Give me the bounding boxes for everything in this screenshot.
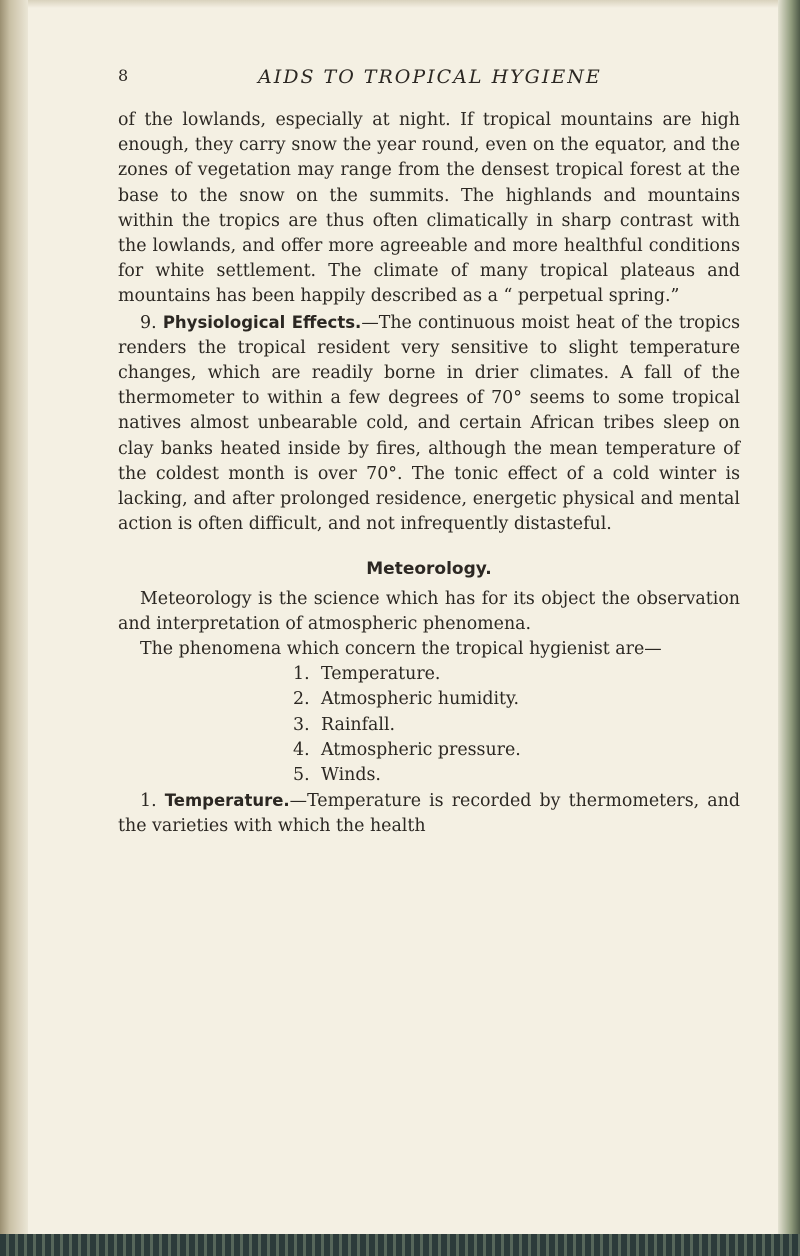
paragraph-number: 1.: [140, 791, 157, 812]
list-item-number: 2.: [293, 689, 310, 710]
page-number: 8: [118, 66, 131, 85]
list-item-label: Winds.: [321, 765, 381, 786]
list-item: [293, 738, 740, 763]
running-title: AIDS TO TROPICAL HYGIENE: [258, 66, 602, 88]
running-header: [118, 66, 738, 92]
section-intro: Meteorology is the science which has for its object the observation and interpretation of atmospheric phenomena.: [118, 588, 740, 634]
list-item-number: 1.: [293, 664, 310, 685]
list-item-label: Temperature.: [321, 664, 441, 685]
list-item-number: 4.: [293, 739, 310, 760]
list-item-label: Atmospheric humidity.: [321, 689, 520, 710]
list-item: [293, 687, 740, 712]
paragraph-physiological-effects: [118, 310, 740, 538]
book-bottom-edge: [0, 1234, 800, 1256]
list-item-number: 3.: [293, 714, 310, 735]
paragraph-heading: Physiological Effects.: [162, 312, 362, 332]
body-text: [118, 108, 740, 840]
phenomena-list: [118, 662, 740, 788]
paragraph-continuation: of the lowlands, especially at night. If tropical mountains are high enough, they carry snow the year round, even on the equator, and the zones of vegetation may range from the densest tropical forest at the base to the snow on the summits. The highlands and mountains within the tropics are thus often climatically in sharp contrast with the lowlands, and offer more agreeable and more healthful conditions for white settlement. The climate of many tropical plateaus and mountains has been happily described as a “ perpetual spring.”: [118, 110, 740, 307]
paragraph-number: 9.: [140, 312, 157, 333]
list-item: [293, 662, 740, 687]
paragraph-heading: Temperature.: [164, 791, 290, 811]
paragraph-body: —Temperature is recorded by thermometers, and the varieties with which the health: [118, 791, 740, 837]
list-item: [293, 763, 740, 788]
paragraph-body: —The continuous moist heat of the tropics renders the tropical resident very sensitive to slight temperature changes, which are readily borne in drier climates. A fall of the thermometer to within a few degrees of 70° seems to some tropical natives almost unbearable cold, and certain African tribes sleep on clay banks heated inside by fires, although the mean temperature of the coldest month is over 70°. The tonic effect of a cold winter is lacking, and after prolonged residence, energetic physical and mental action is often difficult, and not infrequently distasteful.: [118, 312, 740, 535]
page-top-edge: [0, 0, 800, 8]
paragraph-temperature: [118, 788, 740, 839]
section-lead: The phenomena which concern the tropical hygienist are—: [140, 639, 662, 660]
section-heading: Meteorology.: [366, 559, 492, 580]
list-item-number: 5.: [293, 765, 310, 786]
list-item-label: Atmospheric pressure.: [321, 739, 521, 760]
book-cover-edge: [778, 0, 800, 1256]
page-gutter: [0, 0, 28, 1256]
list-item-label: Rainfall.: [321, 714, 396, 735]
list-item: [293, 713, 740, 738]
